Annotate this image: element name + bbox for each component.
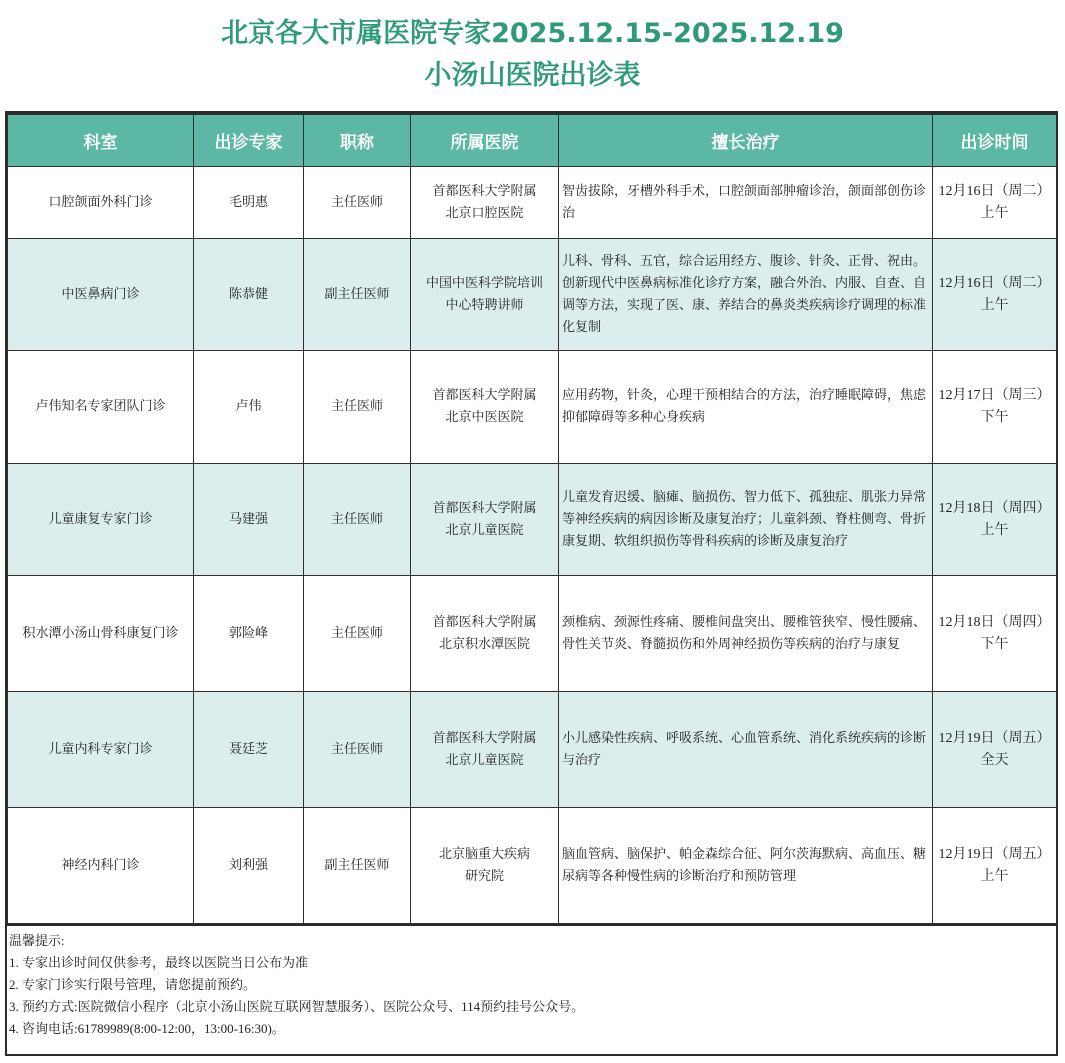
notes-heading: 温馨提示: <box>9 933 65 948</box>
page-subtitle: 小汤山医院出诊表 <box>424 60 641 91</box>
time-date: 12月19日（周五） <box>938 730 1051 746</box>
hospital-cell <box>411 808 559 924</box>
specialty-cell: 儿童发育迟缓、脑瘫、脑损伤、智力低下、孤独症、肌张力异常等神经疾病的病因诊断及康复治疗；儿童斜颈、脊柱侧弯、骨折康复期、软组织损伤等骨科疾病的诊断及康复治疗 <box>559 464 933 576</box>
specialty-cell: 脑血管病、脑保护、帕金森综合征、阿尔茨海默病、高血压、糖尿病等各种慢性病的诊断治疗和预防管理 <box>559 808 933 924</box>
time-period: 上午 <box>980 868 1009 884</box>
time-period: 上午 <box>980 297 1009 313</box>
hospital-cell <box>411 239 559 351</box>
hospital-line2: 北京中医医院 <box>445 410 524 425</box>
specialty-cell: 智齿拔除，牙槽外科手术，口腔颌面部肿瘤诊治，颌面部创伤诊治 <box>559 167 933 239</box>
specialty-cell: 颈椎病、颈源性疼痛、腰椎间盘突出、腰椎管狭窄、慢性腰痛、骨性关节炎、脊髓损伤和外周神经损伤等疾病的治疗与康复 <box>559 576 933 692</box>
schedule-table <box>7 114 1057 924</box>
hospital-cell <box>411 167 559 239</box>
table-row <box>8 464 1057 576</box>
table-row <box>8 351 1057 464</box>
hospital-line1: 首都医科大学附属 <box>432 614 537 630</box>
time-period: 上午 <box>980 205 1009 221</box>
time-cell <box>933 576 1057 692</box>
expert-cell: 毛明惠 <box>194 167 304 239</box>
expert-cell: 聂廷芝 <box>194 692 304 808</box>
table-row <box>8 239 1057 351</box>
table-header-row <box>8 115 1057 167</box>
table-row <box>8 167 1057 239</box>
department-cell: 积水潭小汤山骨科康复门诊 <box>8 576 194 692</box>
expert-cell: 陈恭健 <box>194 239 304 351</box>
note-item: 1. 专家出诊时间仅供参考，最终以医院当日公布为准 <box>9 955 309 970</box>
schedule-sheet <box>5 111 1058 1056</box>
hospital-line1: 首都医科大学附属 <box>432 730 537 746</box>
hospital-cell <box>411 692 559 808</box>
hospital-line1: 首都医科大学附属 <box>432 183 537 199</box>
time-cell <box>933 808 1057 924</box>
time-date: 12月18日（周四） <box>938 614 1051 630</box>
note-item: 3. 预约方式:医院微信小程序（北京小汤山医院互联网智慧服务）、医院公众号、114预约挂号公众号。 <box>9 999 585 1014</box>
specialty-cell: 小儿感染性疾病、呼吸系统、心血管系统、消化系统疾病的诊断与治疗 <box>559 692 933 808</box>
header-specialty: 擅长治疗 <box>559 115 933 167</box>
time-period: 上午 <box>980 522 1009 538</box>
header-department: 科室 <box>8 115 194 167</box>
time-period: 下午 <box>980 410 1009 425</box>
specialty-cell: 应用药物，针灸，心理干预相结合的方法，治疗睡眠障碍，焦虑抑郁障碍等多种心身疾病 <box>559 351 933 464</box>
table-row <box>8 808 1057 924</box>
hospital-line1: 首都医科大学附属 <box>432 388 537 403</box>
hospital-line1: 北京脑重大疾病 <box>438 846 530 862</box>
header-title: 职称 <box>304 115 411 167</box>
hospital-cell <box>411 351 559 464</box>
time-cell <box>933 464 1057 576</box>
title-cell: 主任医师 <box>304 692 411 808</box>
hospital-cell <box>411 464 559 576</box>
title-cell: 主任医师 <box>304 351 411 464</box>
department-cell: 口腔颌面外科门诊 <box>8 167 194 239</box>
time-period: 全天 <box>980 752 1009 768</box>
time-date: 12月17日（周三） <box>938 388 1051 403</box>
hospital-cell <box>411 576 559 692</box>
department-cell: 神经内科门诊 <box>8 808 194 924</box>
hospital-line2: 北京儿童医院 <box>445 522 524 538</box>
title-cell: 主任医师 <box>304 464 411 576</box>
title-cell: 副主任医师 <box>304 808 411 924</box>
header-expert: 出诊专家 <box>194 115 304 167</box>
time-cell <box>933 239 1057 351</box>
title-cell: 主任医师 <box>304 576 411 692</box>
time-date: 12月19日（周五） <box>938 846 1051 862</box>
department-cell: 卢伟知名专家团队门诊 <box>8 351 194 464</box>
hospital-line2: 北京儿童医院 <box>445 752 524 768</box>
hospital-line2: 北京口腔医院 <box>445 205 524 221</box>
department-cell: 儿童内科专家门诊 <box>8 692 194 808</box>
hospital-line1: 中国中医科学院培训 <box>425 275 543 291</box>
expert-cell: 马建强 <box>194 464 304 576</box>
department-cell: 中医鼻病门诊 <box>8 239 194 351</box>
time-cell <box>933 692 1057 808</box>
title-cell: 主任医师 <box>304 167 411 239</box>
time-cell <box>933 351 1057 464</box>
time-date: 12月18日（周四） <box>938 500 1051 516</box>
hospital-line2: 北京积水潭医院 <box>438 636 530 652</box>
specialty-cell: 儿科、骨科、五官，综合运用经方、腹诊、针灸、正骨、祝由。创新现代中医鼻病标准化诊疗方案，融合外治、内服、自查、自调等方法，实现了医、康、养结合的鼻炎类疾病诊疗调理的标准化复制 <box>559 239 933 351</box>
header-hospital: 所属医院 <box>411 115 559 167</box>
expert-cell: 郭险峰 <box>194 576 304 692</box>
hospital-line2: 研究院 <box>464 868 504 884</box>
note-item: 2. 专家门诊实行限号管理，请您提前预约。 <box>9 977 257 992</box>
time-date: 12月16日（周二） <box>938 183 1051 199</box>
hospital-line1: 首都医科大学附属 <box>432 500 537 516</box>
hospital-line2: 中心特聘讲师 <box>445 297 524 313</box>
header-time: 出诊时间 <box>933 115 1057 167</box>
page-title: 北京各大市属医院专家2025.12.15-2025.12.19 <box>221 18 844 49</box>
notes-section <box>7 924 1056 1044</box>
note-item: 4. 咨询电话:61789989(8:00-12:00，13:00-16:30)。 <box>9 1021 285 1036</box>
expert-cell: 卢伟 <box>194 351 304 464</box>
expert-cell: 刘利强 <box>194 808 304 924</box>
time-period: 下午 <box>980 636 1009 652</box>
time-cell <box>933 167 1057 239</box>
time-date: 12月16日（周二） <box>938 275 1051 291</box>
table-row <box>8 576 1057 692</box>
department-cell: 儿童康复专家门诊 <box>8 464 194 576</box>
table-row <box>8 692 1057 808</box>
title-cell: 副主任医师 <box>304 239 411 351</box>
